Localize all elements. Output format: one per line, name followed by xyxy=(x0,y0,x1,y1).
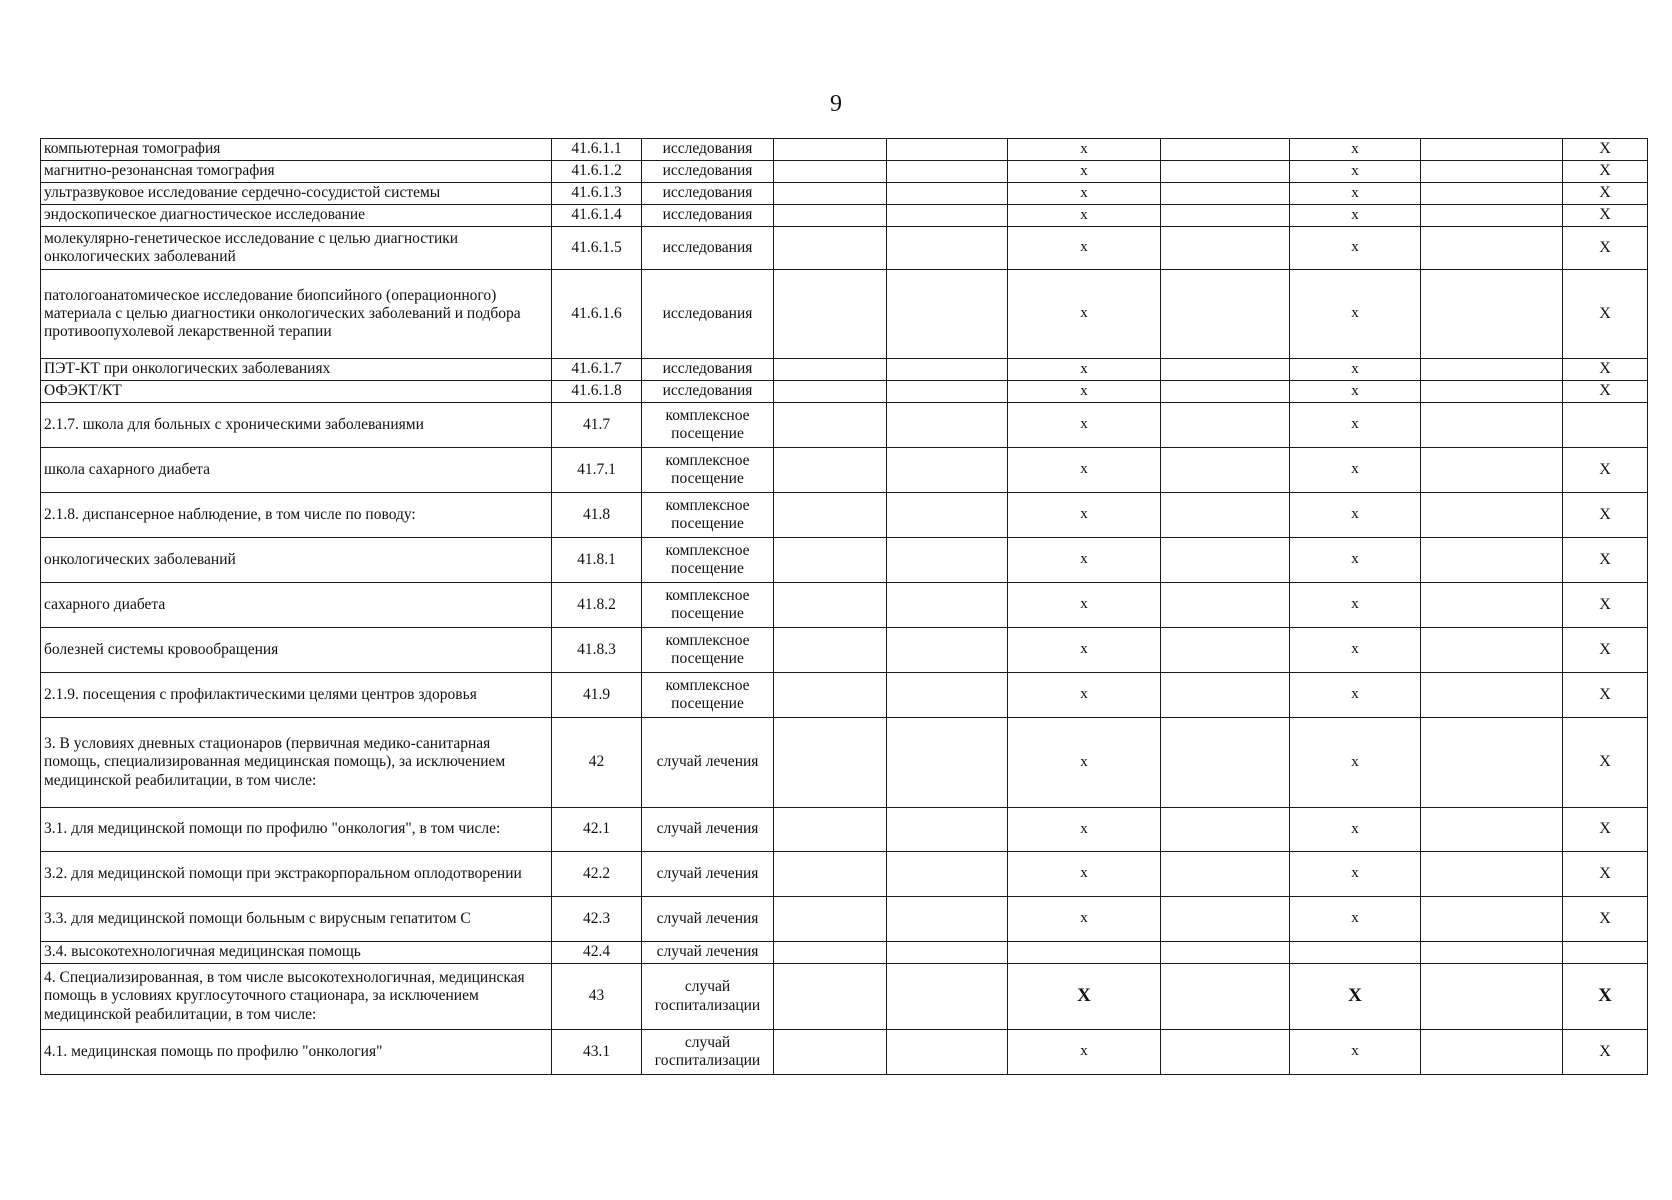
empty-cell xyxy=(1421,964,1563,1030)
empty-cell xyxy=(774,227,887,270)
row-mark-2: x xyxy=(1290,448,1421,493)
row-unit: комплексное посещение xyxy=(642,583,774,628)
row-mark-1: x xyxy=(1008,808,1161,852)
row-code: 42.4 xyxy=(552,942,642,964)
table-row xyxy=(41,493,1648,538)
row-mark-3: X xyxy=(1563,205,1648,227)
row-unit: комплексное посещение xyxy=(642,403,774,448)
empty-cell xyxy=(774,493,887,538)
empty-cell xyxy=(1421,227,1563,270)
empty-cell xyxy=(887,808,1008,852)
empty-cell xyxy=(774,673,887,718)
empty-cell xyxy=(887,403,1008,448)
row-mark-3: X xyxy=(1563,493,1648,538)
row-mark-3: X xyxy=(1563,628,1648,673)
table-row xyxy=(41,403,1648,448)
row-mark-2: x xyxy=(1290,897,1421,942)
row-mark-1: x xyxy=(1008,718,1161,808)
row-mark-3: X xyxy=(1563,1030,1648,1075)
row-mark-2: x xyxy=(1290,139,1421,161)
empty-cell xyxy=(1161,359,1290,381)
table-row xyxy=(41,628,1648,673)
row-code: 41.7.1 xyxy=(552,448,642,493)
empty-cell xyxy=(774,538,887,583)
empty-cell xyxy=(1161,270,1290,359)
empty-cell xyxy=(774,205,887,227)
empty-cell xyxy=(774,942,887,964)
empty-cell xyxy=(1161,161,1290,183)
row-mark-2 xyxy=(1290,942,1421,964)
row-mark-1: x xyxy=(1008,583,1161,628)
empty-cell xyxy=(887,583,1008,628)
row-code: 42.1 xyxy=(552,808,642,852)
table-row xyxy=(41,808,1648,852)
row-mark-2: x xyxy=(1290,270,1421,359)
empty-cell xyxy=(774,403,887,448)
row-name: ультразвуковое исследование сердечно-сосудистой системы xyxy=(41,183,552,205)
empty-cell xyxy=(1421,897,1563,942)
table-row xyxy=(41,270,1648,359)
row-name: молекулярно-генетическое исследование с целью диагностики онкологических заболеваний xyxy=(41,227,552,270)
empty-cell xyxy=(1161,493,1290,538)
row-mark-2: x xyxy=(1290,183,1421,205)
empty-cell xyxy=(1421,583,1563,628)
empty-cell xyxy=(887,161,1008,183)
row-unit: случай лечения xyxy=(642,808,774,852)
row-mark-2: x xyxy=(1290,205,1421,227)
empty-cell xyxy=(1161,964,1290,1030)
row-code: 41.8.1 xyxy=(552,538,642,583)
row-name: ПЭТ-КТ при онкологических заболеваниях xyxy=(41,359,552,381)
table-row xyxy=(41,718,1648,808)
row-mark-3: X xyxy=(1563,381,1648,403)
row-name: 3.4. высокотехнологичная медицинская помощь xyxy=(41,942,552,964)
empty-cell xyxy=(1421,270,1563,359)
row-unit: случай лечения xyxy=(642,852,774,897)
empty-cell xyxy=(887,718,1008,808)
row-mark-2: x xyxy=(1290,673,1421,718)
row-unit: комплексное посещение xyxy=(642,673,774,718)
empty-cell xyxy=(1421,139,1563,161)
row-mark-1: x xyxy=(1008,493,1161,538)
empty-cell xyxy=(1421,942,1563,964)
empty-cell xyxy=(887,493,1008,538)
row-code: 41.6.1.4 xyxy=(552,205,642,227)
row-unit: исследования xyxy=(642,359,774,381)
row-unit: случай лечения xyxy=(642,942,774,964)
row-code: 41.6.1.1 xyxy=(552,139,642,161)
empty-cell xyxy=(774,448,887,493)
row-code: 43.1 xyxy=(552,1030,642,1075)
row-unit: случай лечения xyxy=(642,718,774,808)
row-mark-3: X xyxy=(1563,227,1648,270)
empty-cell xyxy=(1421,205,1563,227)
row-mark-3: X xyxy=(1563,359,1648,381)
empty-cell xyxy=(1421,673,1563,718)
row-unit: комплексное посещение xyxy=(642,628,774,673)
row-name: ОФЭКТ/КТ xyxy=(41,381,552,403)
row-code: 41.7 xyxy=(552,403,642,448)
row-mark-1: x xyxy=(1008,673,1161,718)
row-mark-1: x xyxy=(1008,852,1161,897)
row-mark-3: X xyxy=(1563,718,1648,808)
empty-cell xyxy=(1161,718,1290,808)
row-mark-2: X xyxy=(1290,964,1421,1030)
empty-cell xyxy=(1161,628,1290,673)
empty-cell xyxy=(774,1030,887,1075)
empty-cell xyxy=(1161,673,1290,718)
row-mark-2: x xyxy=(1290,808,1421,852)
empty-cell xyxy=(1161,227,1290,270)
row-mark-1: x xyxy=(1008,448,1161,493)
row-unit: исследования xyxy=(642,205,774,227)
row-mark-1: x xyxy=(1008,161,1161,183)
table-row xyxy=(41,359,1648,381)
row-mark-3: X xyxy=(1563,673,1648,718)
row-mark-1: X xyxy=(1008,964,1161,1030)
empty-cell xyxy=(887,538,1008,583)
row-unit: случай госпитализации xyxy=(642,964,774,1030)
row-mark-3: X xyxy=(1563,808,1648,852)
row-code: 41.6.1.6 xyxy=(552,270,642,359)
table-row xyxy=(41,161,1648,183)
row-mark-1: x xyxy=(1008,897,1161,942)
empty-cell xyxy=(887,673,1008,718)
table-row xyxy=(41,448,1648,493)
row-name: эндоскопическое диагностическое исследование xyxy=(41,205,552,227)
row-mark-1 xyxy=(1008,942,1161,964)
row-mark-1: x xyxy=(1008,628,1161,673)
table-row xyxy=(41,1030,1648,1075)
row-mark-2: x xyxy=(1290,359,1421,381)
row-name: магнитно-резонансная томография xyxy=(41,161,552,183)
row-mark-2: x xyxy=(1290,493,1421,538)
row-code: 41.6.1.5 xyxy=(552,227,642,270)
table-row xyxy=(41,897,1648,942)
empty-cell xyxy=(887,183,1008,205)
row-mark-1: x xyxy=(1008,403,1161,448)
empty-cell xyxy=(887,381,1008,403)
empty-cell xyxy=(1161,942,1290,964)
empty-cell xyxy=(887,227,1008,270)
empty-cell xyxy=(1421,493,1563,538)
row-unit: исследования xyxy=(642,183,774,205)
row-mark-3 xyxy=(1563,403,1648,448)
row-mark-2: x xyxy=(1290,403,1421,448)
row-name: 3. В условиях дневных стационаров (первичная медико-санитарная помощь, специализированная медицинская помощь), за исключением медицинской реабилитации, в том числе: xyxy=(41,718,552,808)
table-row xyxy=(41,183,1648,205)
table-row xyxy=(41,538,1648,583)
row-mark-2: x xyxy=(1290,583,1421,628)
empty-cell xyxy=(774,359,887,381)
row-name: школа сахарного диабета xyxy=(41,448,552,493)
empty-cell xyxy=(1161,381,1290,403)
row-code: 41.6.1.3 xyxy=(552,183,642,205)
row-mark-2: x xyxy=(1290,718,1421,808)
row-mark-3: X xyxy=(1563,183,1648,205)
empty-cell xyxy=(774,852,887,897)
empty-cell xyxy=(1421,359,1563,381)
row-mark-2: x xyxy=(1290,538,1421,583)
data-table xyxy=(40,138,1648,1075)
row-name: 4. Специализированная, в том числе высокотехнологичная, медицинская помощь в условиях круглосуточного стационара, за исключением медицинской реабилитации, в том числе: xyxy=(41,964,552,1030)
empty-cell xyxy=(887,897,1008,942)
row-name: 4.1. медицинская помощь по профилю "онкология" xyxy=(41,1030,552,1075)
empty-cell xyxy=(1421,808,1563,852)
row-unit: исследования xyxy=(642,381,774,403)
row-mark-1: x xyxy=(1008,1030,1161,1075)
row-name: онкологических заболеваний xyxy=(41,538,552,583)
empty-cell xyxy=(1161,538,1290,583)
empty-cell xyxy=(1421,448,1563,493)
row-name: 2.1.9. посещения с профилактическими целями центров здоровья xyxy=(41,673,552,718)
empty-cell xyxy=(887,139,1008,161)
empty-cell xyxy=(1421,628,1563,673)
empty-cell xyxy=(1161,583,1290,628)
row-mark-2: x xyxy=(1290,1030,1421,1075)
row-name: 3.3. для медицинской помощи больным с вирусным гепатитом С xyxy=(41,897,552,942)
empty-cell xyxy=(887,852,1008,897)
row-unit: комплексное посещение xyxy=(642,448,774,493)
empty-cell xyxy=(774,964,887,1030)
empty-cell xyxy=(774,808,887,852)
empty-cell xyxy=(774,139,887,161)
empty-cell xyxy=(774,161,887,183)
table-row xyxy=(41,964,1648,1030)
row-name: компьютерная томография xyxy=(41,139,552,161)
row-code: 41.9 xyxy=(552,673,642,718)
table-row xyxy=(41,673,1648,718)
row-mark-1: x xyxy=(1008,183,1161,205)
row-mark-3: X xyxy=(1563,161,1648,183)
empty-cell xyxy=(1161,403,1290,448)
row-code: 42.2 xyxy=(552,852,642,897)
empty-cell xyxy=(1421,1030,1563,1075)
table-row xyxy=(41,381,1648,403)
row-name: патологоанатомическое исследование биопсийного (операционного) материала с целью диагностики онкологических заболеваний и подбора противоопухолевой лекарственной терапии xyxy=(41,270,552,359)
row-name: 3.2. для медицинской помощи при экстракорпоральном оплодотворении xyxy=(41,852,552,897)
row-unit: комплексное посещение xyxy=(642,538,774,583)
empty-cell xyxy=(1161,139,1290,161)
empty-cell xyxy=(1421,161,1563,183)
empty-cell xyxy=(774,270,887,359)
row-unit: исследования xyxy=(642,139,774,161)
row-mark-1: x xyxy=(1008,381,1161,403)
row-unit: случай госпитализации xyxy=(642,1030,774,1075)
row-mark-2: x xyxy=(1290,852,1421,897)
row-mark-1: x xyxy=(1008,270,1161,359)
row-code: 41.6.1.7 xyxy=(552,359,642,381)
row-unit: исследования xyxy=(642,227,774,270)
empty-cell xyxy=(1161,897,1290,942)
empty-cell xyxy=(1161,183,1290,205)
row-mark-3: X xyxy=(1563,964,1648,1030)
row-mark-3: X xyxy=(1563,448,1648,493)
empty-cell xyxy=(1161,448,1290,493)
empty-cell xyxy=(774,583,887,628)
row-mark-3: X xyxy=(1563,270,1648,359)
row-code: 42 xyxy=(552,718,642,808)
row-mark-2: x xyxy=(1290,161,1421,183)
empty-cell xyxy=(887,359,1008,381)
row-code: 41.6.1.2 xyxy=(552,161,642,183)
empty-cell xyxy=(1421,852,1563,897)
row-mark-1: x xyxy=(1008,139,1161,161)
row-mark-1: x xyxy=(1008,205,1161,227)
row-unit: комплексное посещение xyxy=(642,493,774,538)
empty-cell xyxy=(774,897,887,942)
row-mark-1: x xyxy=(1008,359,1161,381)
empty-cell xyxy=(1161,1030,1290,1075)
empty-cell xyxy=(887,628,1008,673)
row-mark-3: X xyxy=(1563,583,1648,628)
empty-cell xyxy=(774,628,887,673)
row-code: 43 xyxy=(552,964,642,1030)
row-mark-1: x xyxy=(1008,227,1161,270)
row-unit: случай лечения xyxy=(642,897,774,942)
row-name: болезней системы кровообращения xyxy=(41,628,552,673)
table-row xyxy=(41,852,1648,897)
empty-cell xyxy=(887,942,1008,964)
row-mark-2: x xyxy=(1290,628,1421,673)
row-mark-3: X xyxy=(1563,852,1648,897)
empty-cell xyxy=(887,205,1008,227)
row-mark-3 xyxy=(1563,942,1648,964)
empty-cell xyxy=(887,270,1008,359)
empty-cell xyxy=(774,183,887,205)
row-name: 2.1.8. диспансерное наблюдение, в том числе по поводу: xyxy=(41,493,552,538)
empty-cell xyxy=(774,381,887,403)
row-name: 3.1. для медицинской помощи по профилю "онкология", в том числе: xyxy=(41,808,552,852)
table-row xyxy=(41,227,1648,270)
row-mark-3: X xyxy=(1563,538,1648,583)
row-code: 41.8 xyxy=(552,493,642,538)
row-name: сахарного диабета xyxy=(41,583,552,628)
row-mark-2: x xyxy=(1290,381,1421,403)
empty-cell xyxy=(887,964,1008,1030)
empty-cell xyxy=(1421,183,1563,205)
row-mark-2: x xyxy=(1290,227,1421,270)
empty-cell xyxy=(1421,403,1563,448)
empty-cell xyxy=(1161,808,1290,852)
row-name: 2.1.7. школа для больных с хроническими заболеваниями xyxy=(41,403,552,448)
table-row xyxy=(41,205,1648,227)
empty-cell xyxy=(887,1030,1008,1075)
row-unit: исследования xyxy=(642,270,774,359)
row-code: 41.6.1.8 xyxy=(552,381,642,403)
row-code: 42.3 xyxy=(552,897,642,942)
table-row xyxy=(41,942,1648,964)
row-mark-3: X xyxy=(1563,897,1648,942)
row-mark-1: x xyxy=(1008,538,1161,583)
row-code: 41.8.3 xyxy=(552,628,642,673)
page-number: 9 xyxy=(830,91,842,117)
empty-cell xyxy=(1421,381,1563,403)
empty-cell xyxy=(1161,205,1290,227)
empty-cell xyxy=(1421,538,1563,583)
table-row xyxy=(41,139,1648,161)
row-mark-3: X xyxy=(1563,139,1648,161)
row-unit: исследования xyxy=(642,161,774,183)
empty-cell xyxy=(887,448,1008,493)
row-code: 41.8.2 xyxy=(552,583,642,628)
empty-cell xyxy=(1421,718,1563,808)
empty-cell xyxy=(774,718,887,808)
empty-cell xyxy=(1161,852,1290,897)
table-row xyxy=(41,583,1648,628)
